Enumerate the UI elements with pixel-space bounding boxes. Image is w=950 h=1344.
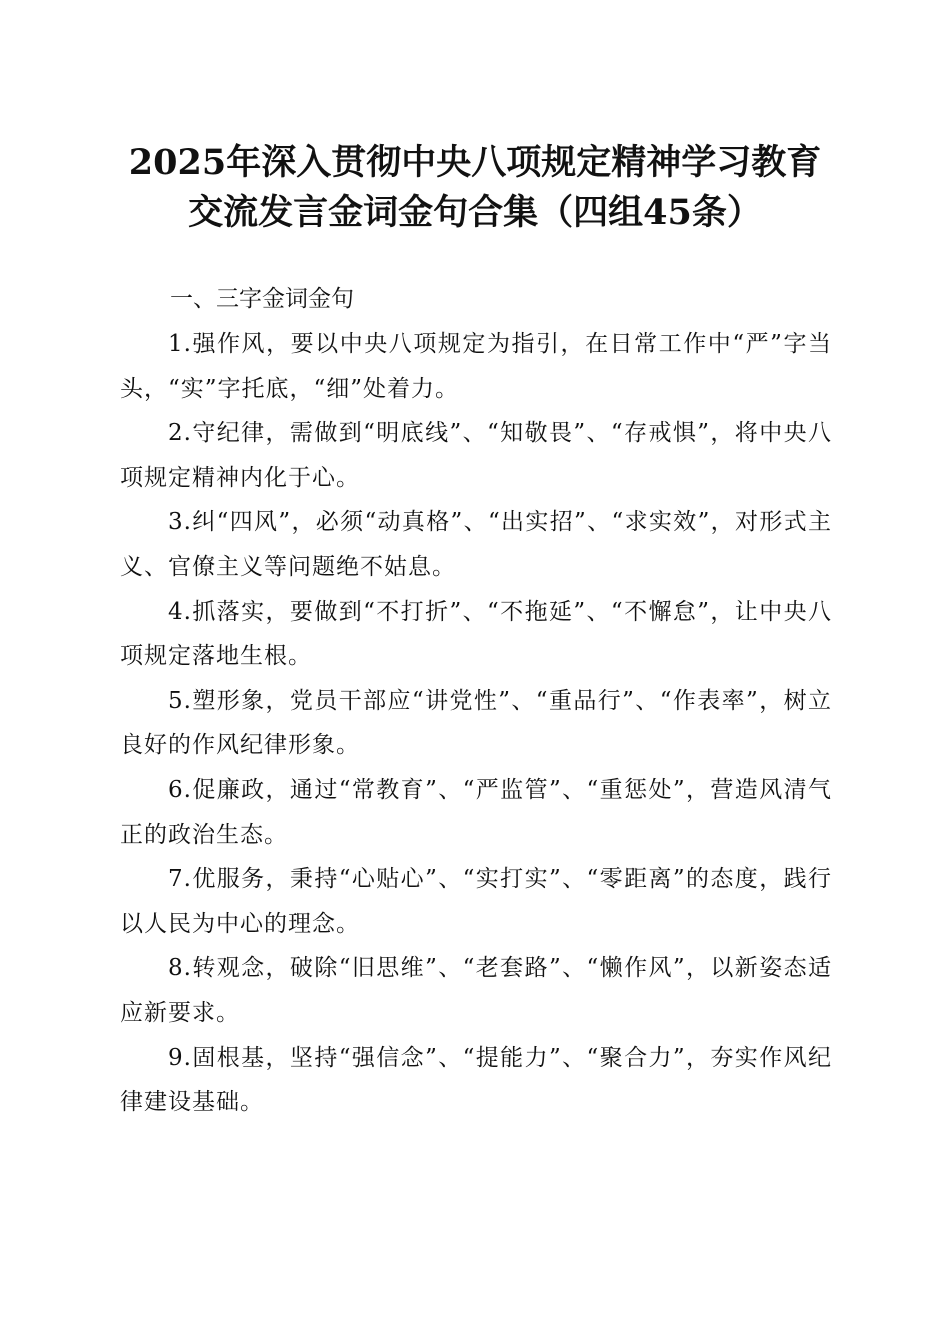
list-item: 4.抓落实，要做到“不打折”、“不拖延”、“不懈怠”，让中央八项规定落地生根。 bbox=[120, 598, 832, 670]
title-line-2: 交流发言金词金句合集（四组45条） bbox=[188, 192, 762, 233]
list-item: 7.优服务，秉持“心贴心”、“实打实”、“零距离”的态度，践行以人民为中心的理念。 bbox=[120, 866, 832, 937]
list-item: 2.守纪律，需做到“明底线”、“知敬畏”、“存戒惧”，将中央八项规定精神内化于心。 bbox=[120, 420, 832, 491]
document-title bbox=[60, 138, 890, 238]
list-item: 1.强作风，要以中央八项规定为指引，在日常工作中“严”字当头，“实”字托底，“细”处着力。 bbox=[120, 331, 832, 402]
section-heading: 一、三字金词金句 bbox=[170, 286, 354, 312]
list-item: 5.塑形象，党员干部应“讲党性”、“重品行”、“作表率”，树立良好的作风纪律形象。 bbox=[120, 687, 832, 759]
document-body bbox=[120, 322, 832, 1125]
list-item: 6.促廉政，通过“常教育”、“严监管”、“重惩处”，营造风清气正的政治生态。 bbox=[120, 776, 832, 848]
title-line-1: 2025年深入贯彻中央八项规定精神学习教育 bbox=[128, 142, 822, 183]
list-item: 3.纠“四风”，必须“动真格”、“出实招”、“求实效”，对形式主义、官僚主义等问题绝不姑息。 bbox=[120, 509, 832, 580]
list-item: 8.转观念，破除“旧思维”、“老套路”、“懒作风”，以新姿态适应新要求。 bbox=[120, 955, 832, 1026]
list-item: 9.固根基，坚持“强信念”、“提能力”、“聚合力”，夯实作风纪律建设基础。 bbox=[120, 1044, 832, 1116]
